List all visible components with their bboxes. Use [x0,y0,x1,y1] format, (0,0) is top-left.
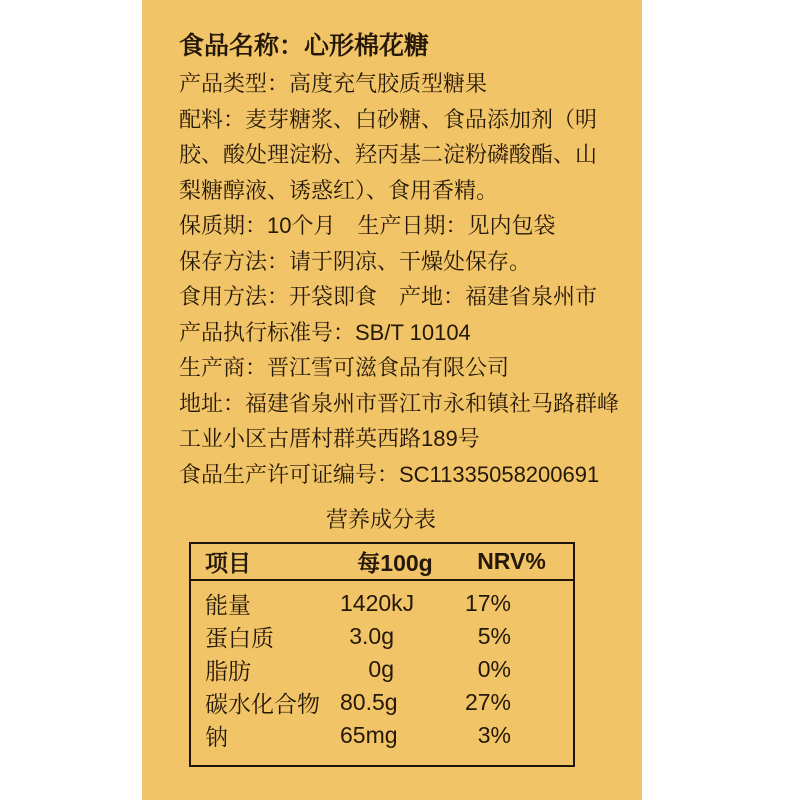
nutrition-header-item: 项目 [190,543,340,580]
nutrition-header-nrv: NRV% [450,543,574,580]
nutrition-cell-per100g: 80.5g [340,689,398,715]
nutrition-header-row [190,543,574,580]
nutrition-row-sodium [190,719,574,766]
ingredients-line-2: 胶、酸处理淀粉、羟丙基二淀粉磷酸酯、山 [179,142,598,167]
usage-origin-line: 食用方法：开袋即食 产地：福建省泉州市 [179,284,598,309]
nutrition-row-carbohydrate [190,686,574,719]
nutrition-row-protein [190,620,574,653]
nutrition-table [189,542,575,767]
product-name-title: 食品名称：心形棉花糖 [179,32,430,60]
nutrition-cell-nrv: 0% [477,656,511,682]
production-license-line: 食品生产许可证编号：SC11335058200691 [179,461,600,487]
nutrition-cell-nrv: 5% [477,623,511,649]
nutrition-cell-item: 碳水化合物 [205,691,320,717]
nutrition-cell-nrv: 17% [464,590,511,616]
nutrition-header-per100g: 每100g [340,543,450,580]
nutrition-cell-per100g: 3.0g [349,623,394,649]
nutrition-cell-per100g: 65mg [340,722,398,748]
nutrition-cell-item: 蛋白质 [205,625,274,651]
product-type-line: 产品类型：高度充气胶质型糖果 [179,71,488,96]
ingredients-line-1: 配料：麦芽糖浆、白砂糖、食品添加剂（明 [179,106,598,132]
nutrition-cell-per100g: 0g [368,656,394,682]
nutrition-cell-per100g: 1420kJ [340,590,415,616]
nutrition-table-title: 营养成分表 [325,507,436,532]
storage-method-line: 保存方法：请于阴凉、干燥处保存。 [179,248,532,274]
shelf-life-production-date-line: 保质期：10个月 生产日期：见内包袋 [179,213,556,238]
ingredients-line-3: 梨糖醇液、诱惑红）、食用香精。 [179,177,499,203]
nutrition-cell-nrv: 3% [477,722,511,748]
nutrition-section [189,502,573,767]
nutrition-cell-item: 脂肪 [205,658,251,684]
product-standard-line: 产品执行标准号：SB/T 10104 [179,319,471,345]
nutrition-cell-nrv: 27% [464,689,511,715]
nutrition-cell-item: 能量 [205,592,251,618]
product-info-block [142,0,642,492]
address-line-2: 工业小区古厝村群英西路189号 [179,426,480,451]
nutrition-row-fat [190,653,574,686]
manufacturer-line: 生产商：晋江雪可滋食品有限公司 [179,355,510,380]
nutrition-row-energy [190,580,574,620]
address-line-1: 地址：福建省泉州市晋江市永和镇社马路群峰 [179,390,620,416]
nutrition-cell-item: 钠 [205,724,228,750]
product-label-panel [142,0,642,800]
